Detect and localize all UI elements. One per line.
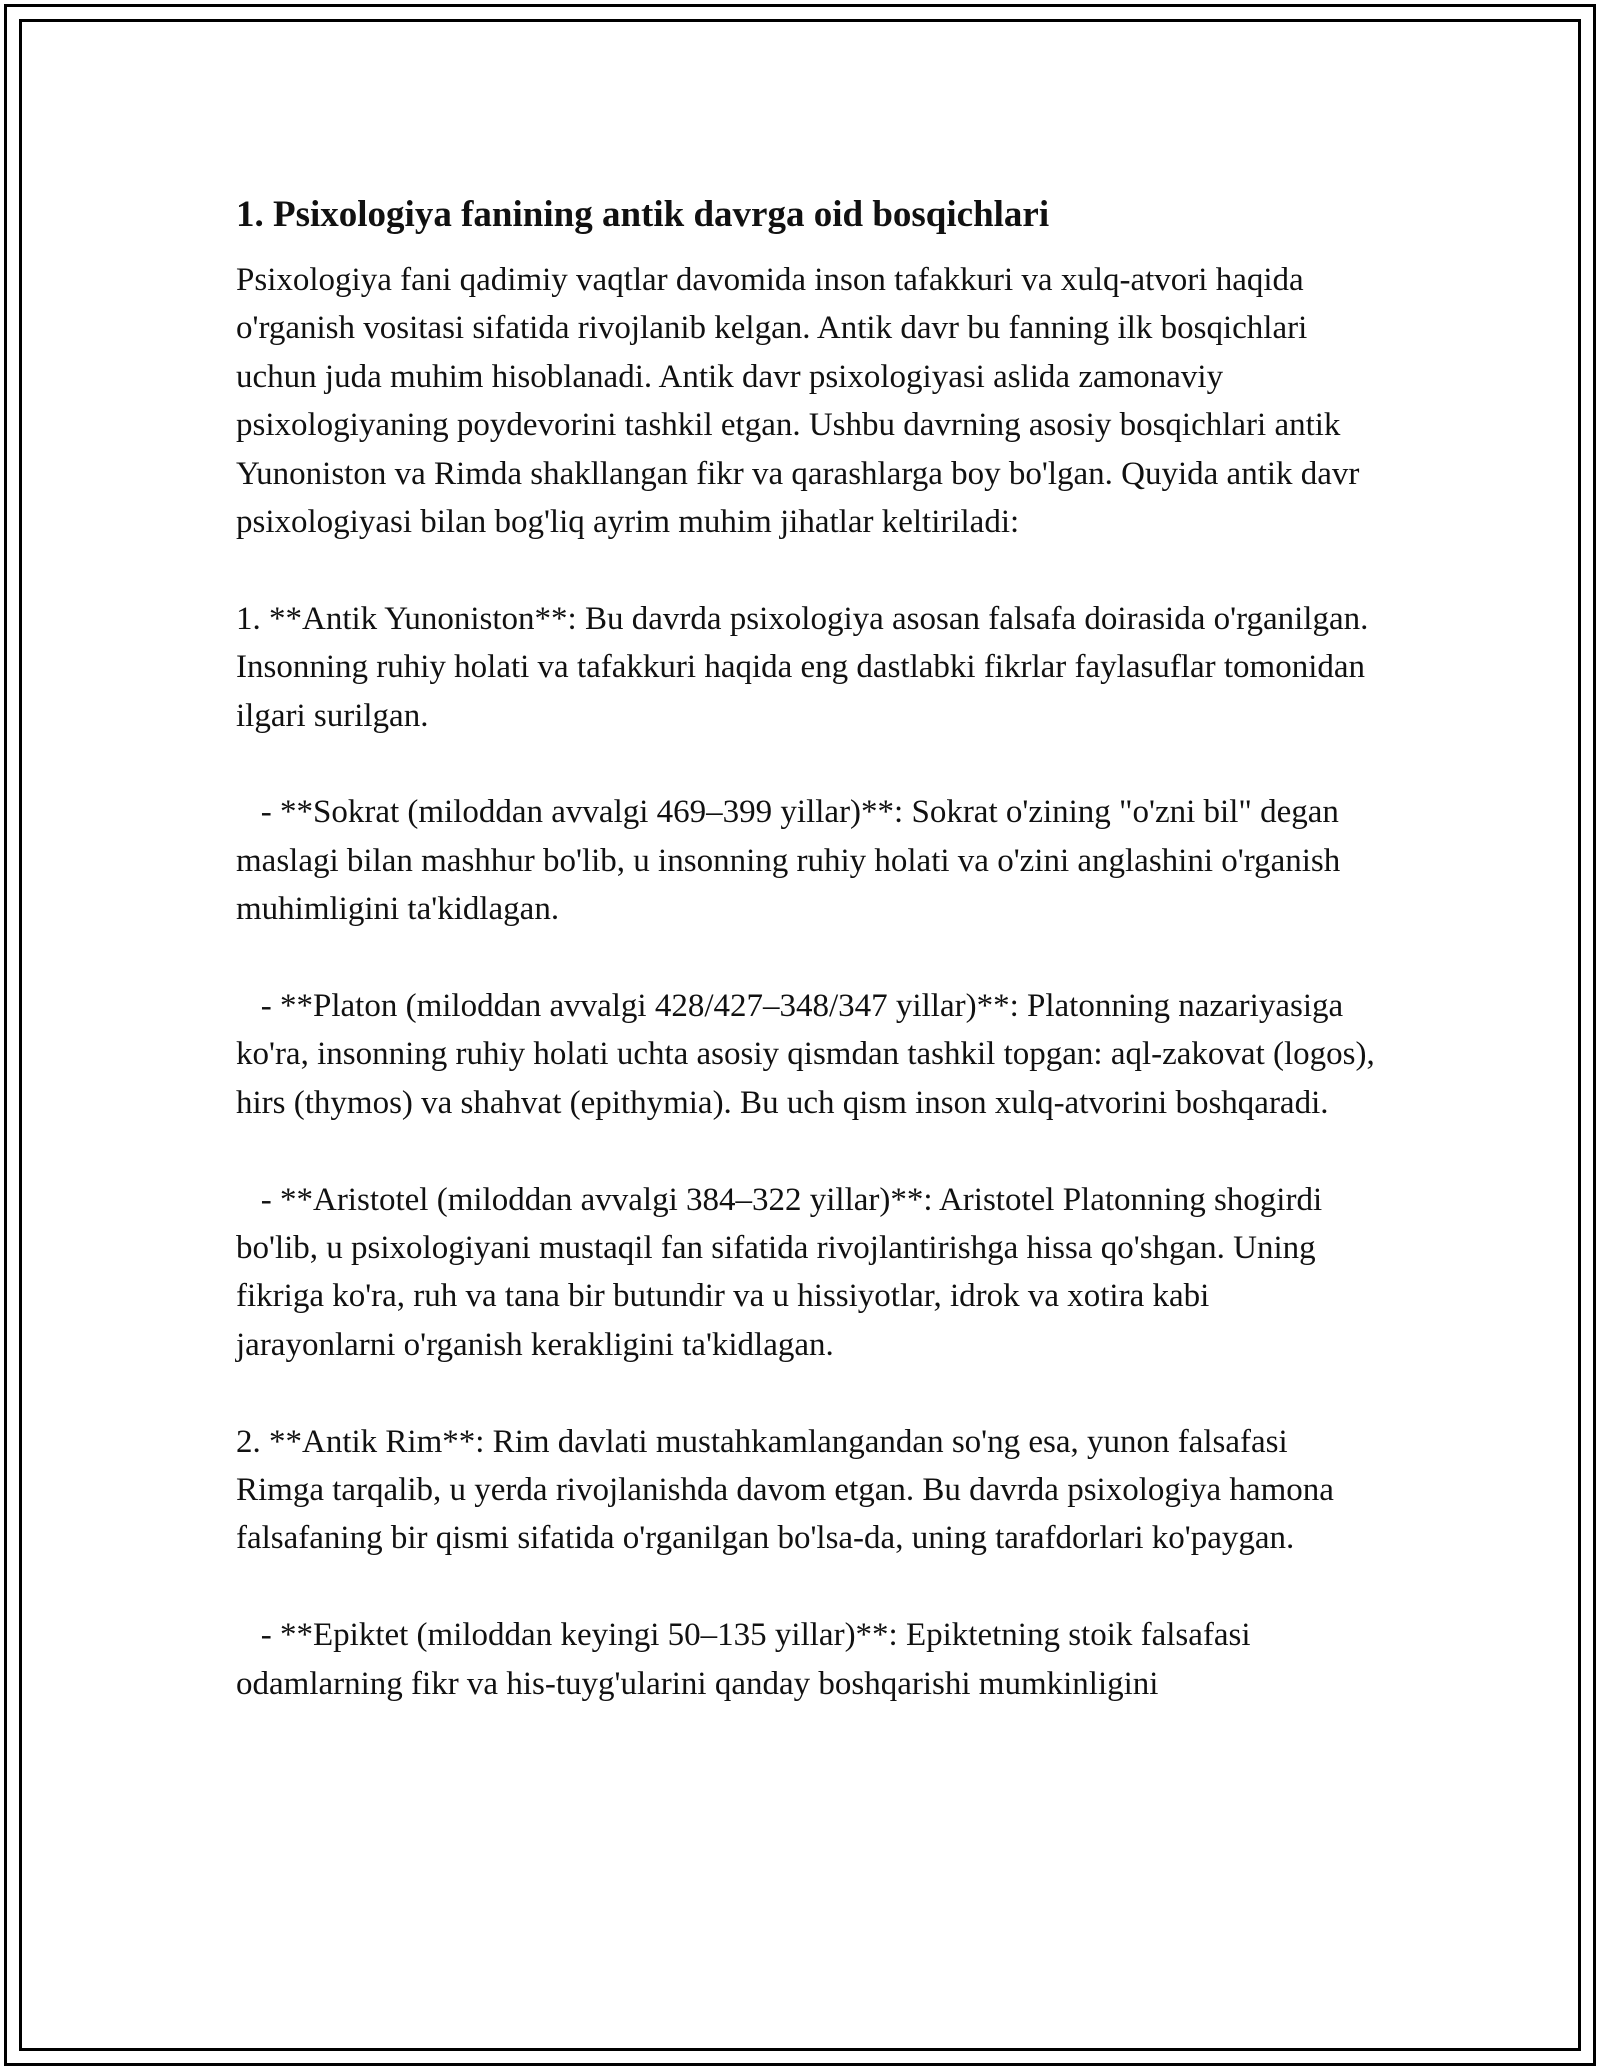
paragraph-gap [236, 1369, 1376, 1417]
sublist-item-aristotel: - **Aristotel (miloddan avvalgi 384–322 yillar)**: Aristotel Platonning shogirdi bo'lib, u psixologiyani mustaqil fan sifatida rivojlantirishga hissa qo'shgan. Uning fikriga ko'ra, ruh va tana bir butundir va u hissiyotlar, idrok va xotira kabi jarayonlarni o'rganish kerakligini ta'kidlagan. [236, 1181, 1331, 1363]
intro-paragraph: Psixologiya fani qadimiy vaqtlar davomida inson tafakkuri va xulq-atvori haqida o'rganish vositasi sifatida rivojlanib kelgan. Antik davr bu fanning ilk bosqichlari uchun juda muhim hisoblanadi. Antik davr psixologiyasi aslida zamonaviy psixologiyaning poydevorini tashkil etgan. Ushbu davrning asosiy bosqichlari antik Yunoniston va Rimda shakllangan fikr va qarashlarga boy bo'lgan. Quyida antik davr psixologiyasi bilan bog'liq ayrim muhim jihatlar keltiriladi: [236, 262, 1368, 541]
paragraph-gap [236, 546, 1376, 594]
document-body [236, 186, 1383, 1708]
list-item-antik-rim: 2. **Antik Rim**: Rim davlati mustahkamlangandan so'ng esa, yunon falsafasi Rimga tarqalib, u yerda rivojlanishda davom etgan. Bu davrda psixologiya hamona falsafaning bir qismi sifatida o'rganilgan bo'lsa-da, uning tarafdorlari ko'paygan. [236, 1423, 1343, 1557]
sublist-item-epiktet: - **Epiktet (miloddan keyingi 50–135 yillar)**: Epiktetning stoik falsafasi odamlarning fikr va his-tuyg'ularini qanday boshqarishi mumkinligini [236, 1617, 1259, 1702]
section-heading: 1. Psixologiya fanining antik davrga oid bosqichlari [236, 194, 1050, 235]
paragraph-gap [236, 1563, 1376, 1611]
sublist-item-sokrat: - **Sokrat (miloddan avvalgi 469–399 yillar)**: Sokrat o'zining "o'zni bil" degan maslagi bilan mashhur bo'lib, u insonning ruhiy holati va o'zini anglashini o'rganish muhimligini ta'kidlagan. [236, 794, 1349, 928]
list-item-antik-yunoniston: 1. **Antik Yunoniston**: Bu davrda psixologiya asosan falsafa doirasida o'rganilgan. Insonning ruhiy holati va tafakkuri haqida eng dastlabki fikrlar faylasuflar tomonidan ilgari surilgan. [236, 600, 1377, 734]
paragraph-gap [236, 1127, 1376, 1175]
sublist-item-platon: - **Platon (miloddan avvalgi 428/427–348/347 yillar)**: Platonning nazariyasiga ko'ra, insonning ruhiy holati uchta asosiy qismdan tashkil topgan: aql-zakovat (logos), hirs (thymos) va shahvat (epithymia). Bu uch qism inson xulq-atvorini boshqaradi. [236, 988, 1383, 1121]
paragraph-gap [236, 934, 1376, 982]
paragraph-gap [236, 740, 1376, 788]
